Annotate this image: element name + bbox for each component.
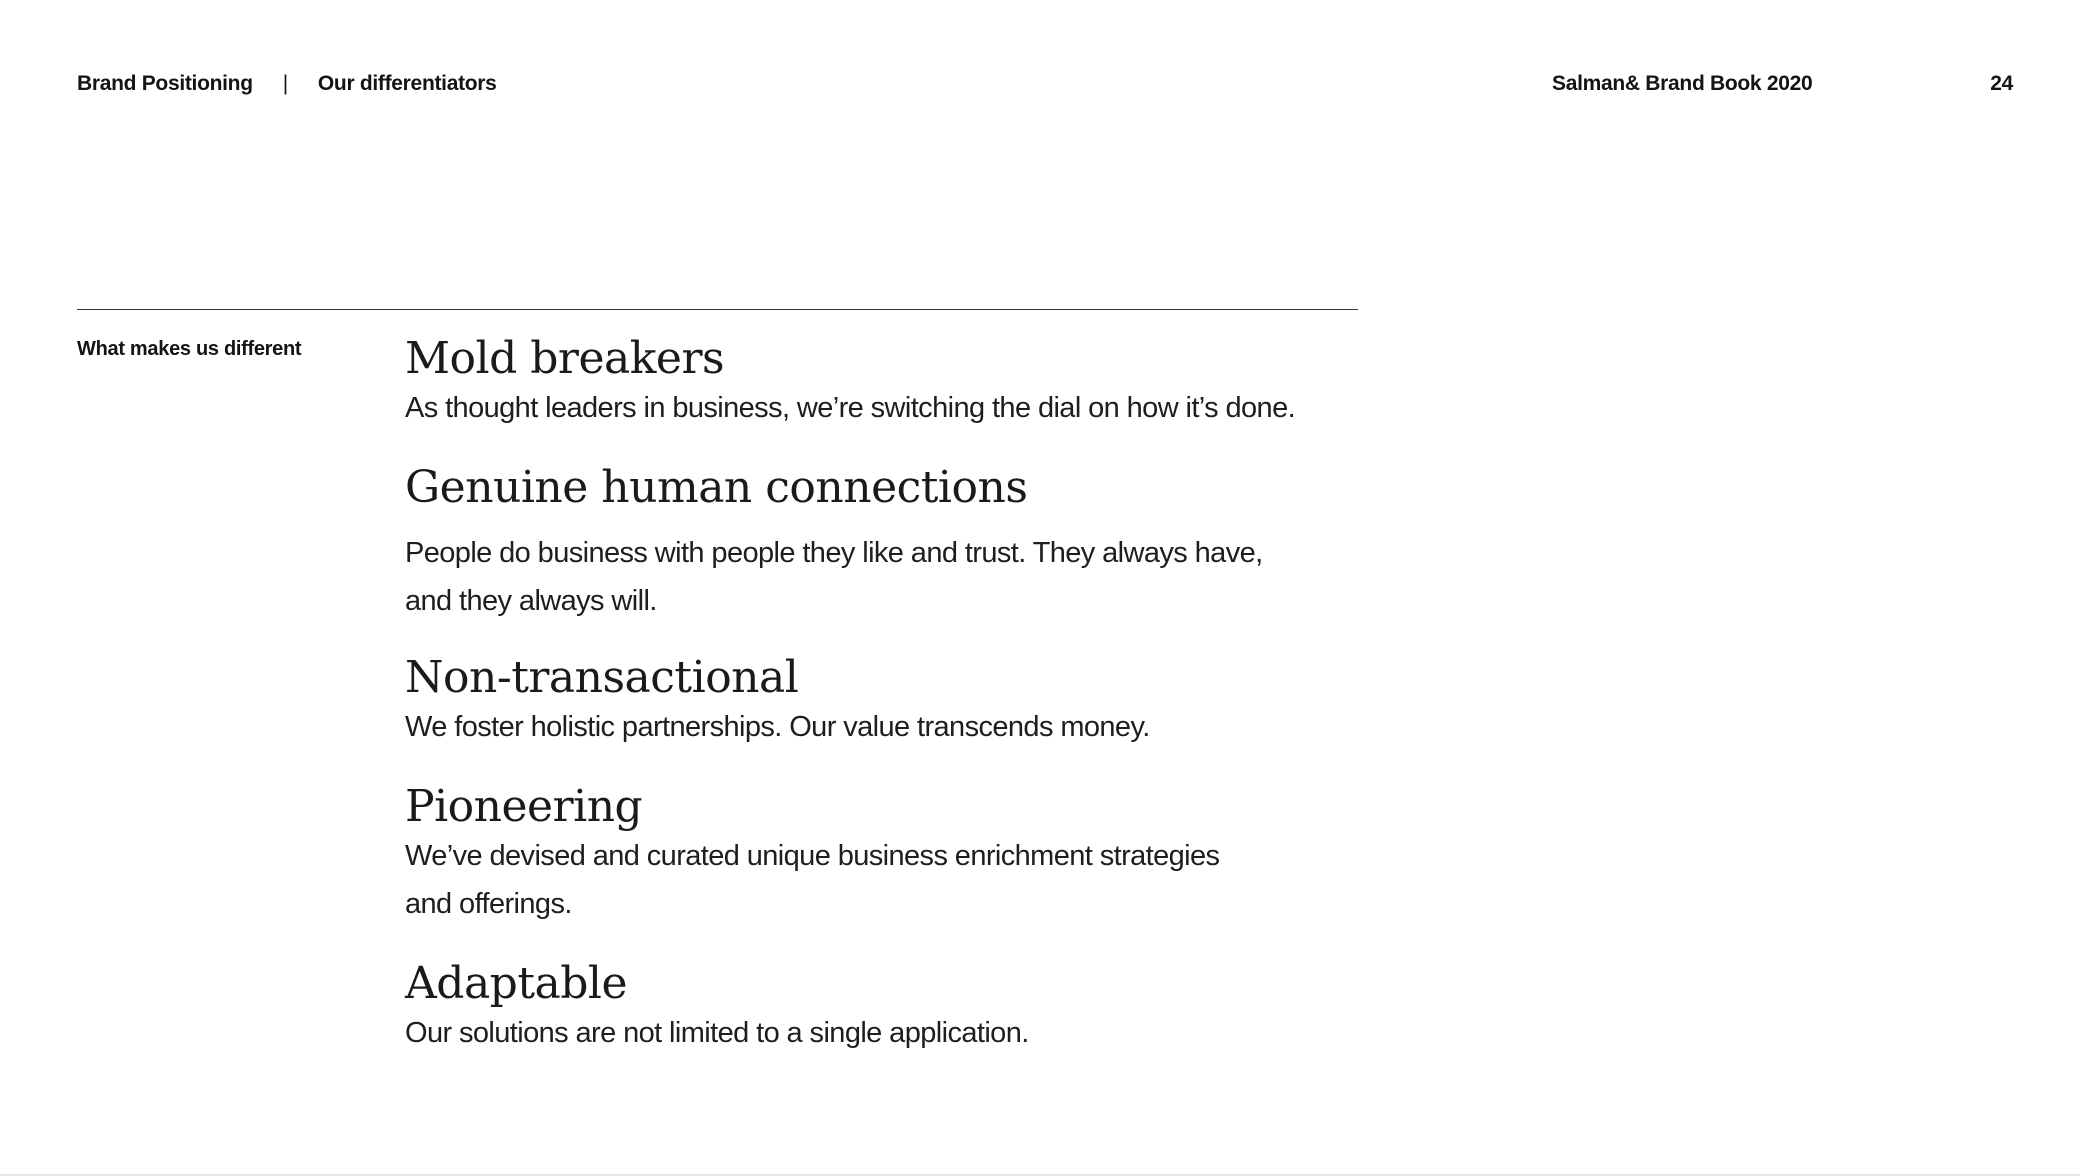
breadcrumb-separator: | <box>282 72 288 95</box>
differentiator-title: Mold breakers <box>405 333 725 384</box>
book-title: Salman& Brand Book 2020 <box>1552 72 1813 95</box>
differentiator-title: Genuine human connections <box>405 462 1028 513</box>
differentiator-item <box>405 957 1325 1057</box>
breadcrumb-subsection: Our differentiators <box>317 72 497 95</box>
differentiator-title: Adaptable <box>405 958 628 1009</box>
page-header <box>77 72 2013 102</box>
differentiator-title: Non-transactional <box>405 652 799 703</box>
differentiator-description: We foster holistic partnerships. Our value transcends money. <box>405 711 1150 743</box>
differentiator-description: Our solutions are not limited to a single application. <box>405 1017 1029 1049</box>
differentiator-description: We’ve devised and curated unique business enrichment strategies and offerings. <box>405 840 1220 920</box>
breadcrumb <box>77 72 497 96</box>
differentiator-title: Pioneering <box>405 781 643 832</box>
differentiator-item <box>405 780 1325 928</box>
differentiator-description: As thought leaders in business, we’re switching the dial on how it’s done. <box>405 392 1296 424</box>
differentiator-item <box>405 461 1325 625</box>
differentiator-item <box>405 651 1325 751</box>
differentiator-description: People do business with people they like and trust. They always have, and they always will. <box>405 537 1263 617</box>
section-divider <box>77 309 1358 310</box>
breadcrumb-section: Brand Positioning <box>77 72 253 95</box>
page-number: 24 <box>1990 72 2013 95</box>
section-label: What makes us different <box>77 338 302 360</box>
differentiator-item <box>405 332 1325 432</box>
